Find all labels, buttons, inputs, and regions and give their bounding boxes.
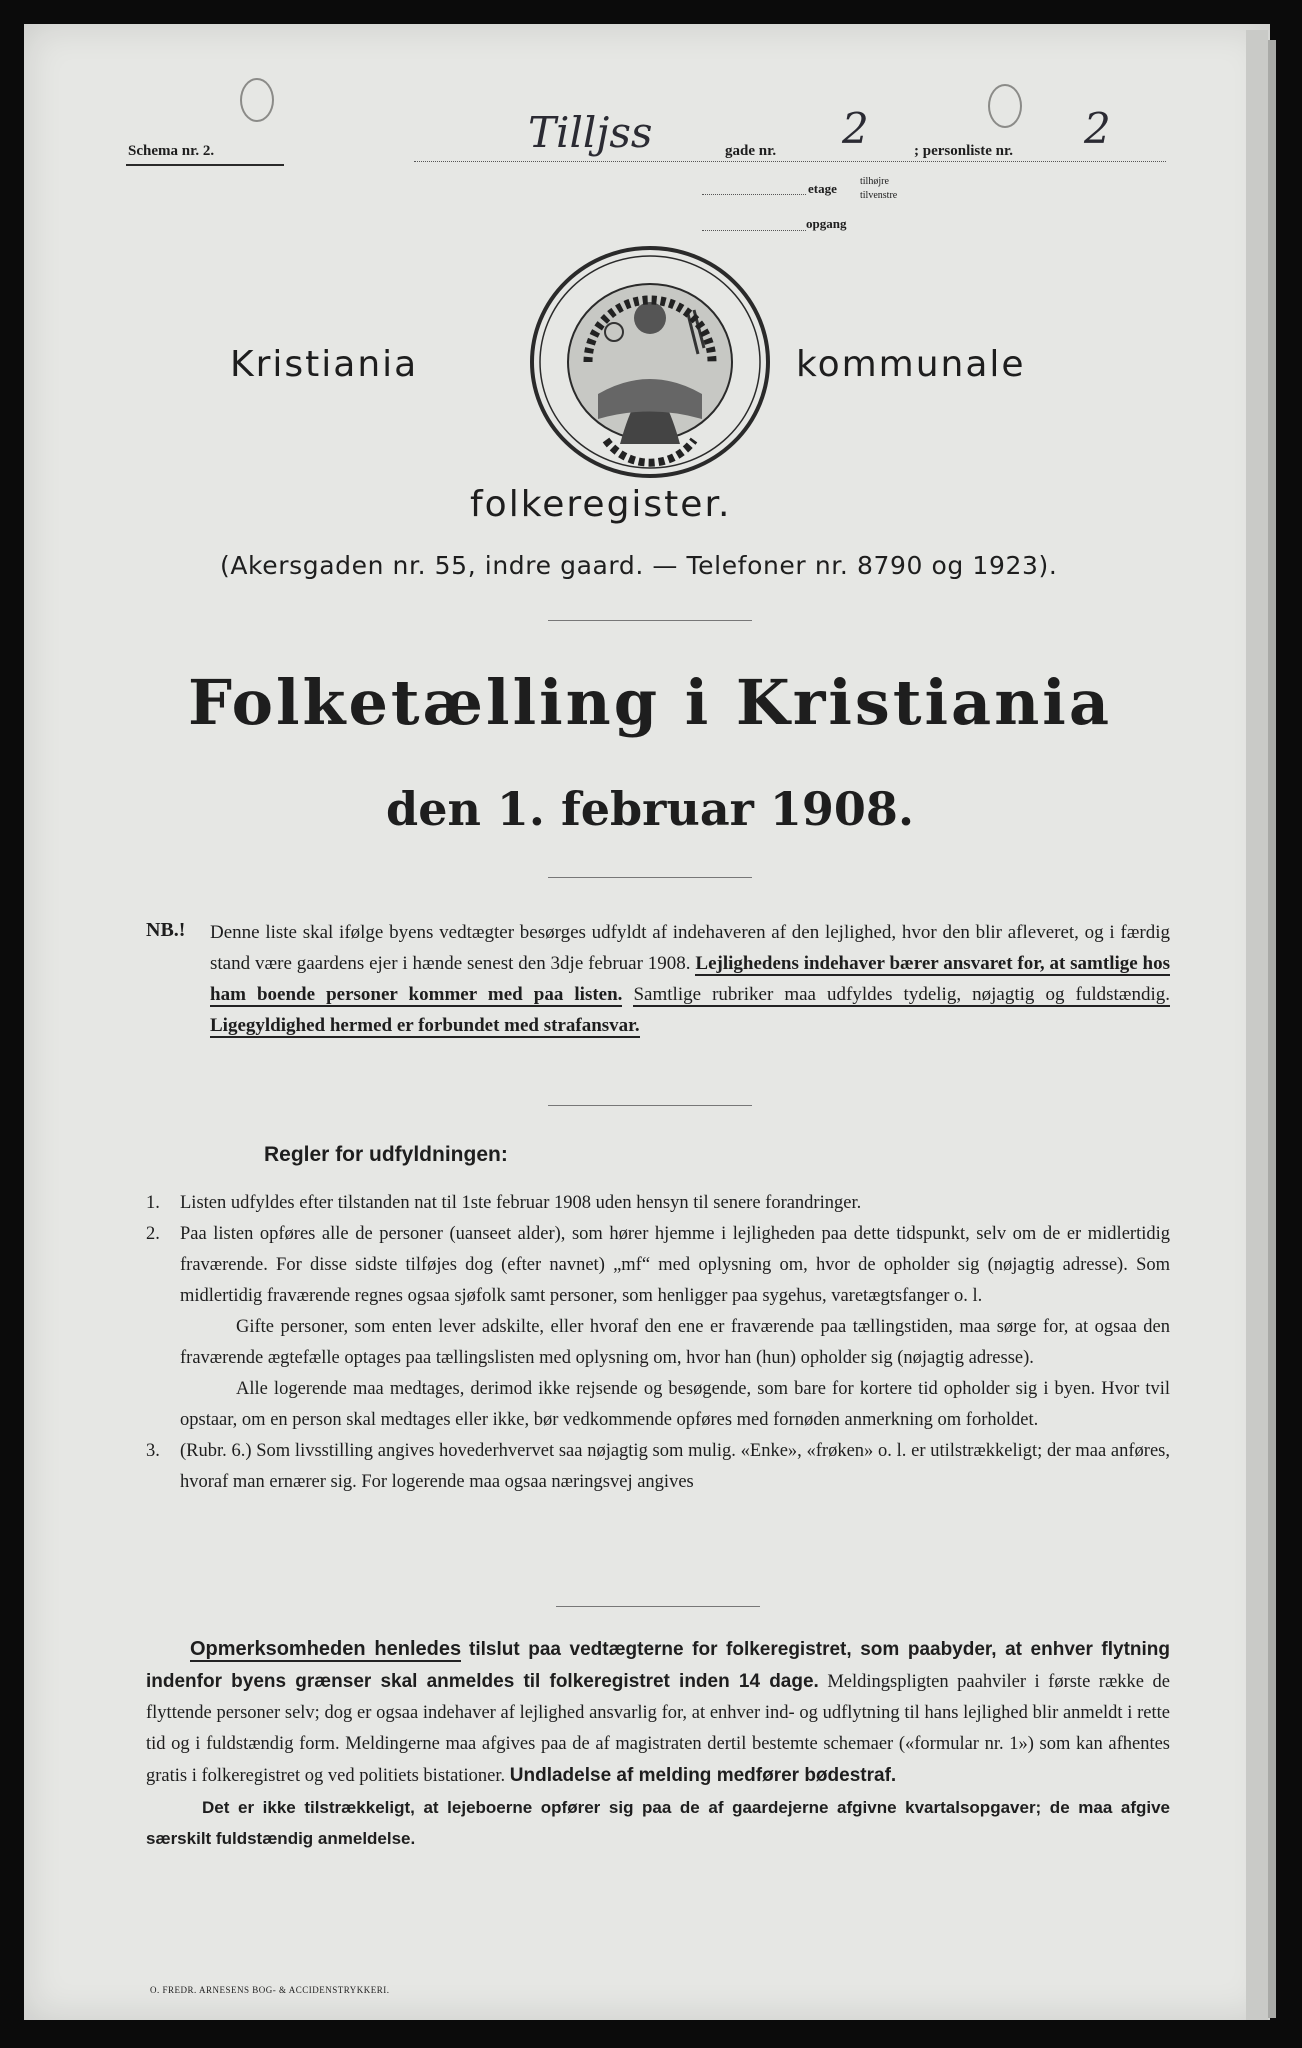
rules-list — [146, 1188, 1170, 1498]
personliste-label: ; personliste nr. — [914, 143, 1014, 159]
notice-text-3: Undladelse af melding medfører bødestraf. — [509, 1765, 897, 1786]
opgang-label: opgang — [806, 216, 847, 231]
tilhojre-label: tilhøjre — [860, 176, 889, 187]
gade-label: gade nr. — [725, 143, 777, 159]
masthead-subtitle: folkeregister. — [470, 484, 732, 525]
nb-paragraph — [210, 917, 1170, 1041]
rule-2 — [146, 1219, 1170, 1436]
rules-heading: Regler for udfyldningen: — [264, 1143, 508, 1166]
punch-hole-left — [240, 78, 274, 122]
rule-2-gifte: Gifte personer, som enten lever adskilte, eller hvoraf den ene er fraværende paa tællingstiden, maa sørge for, at ogsaa den fraværende ægtefælle optages paa tællingslisten med oplysning om, hvor han (hun) opholder sig (nøjagtig adresse). — [180, 1317, 1170, 1368]
rule-text — [180, 1219, 1170, 1436]
divider — [548, 620, 752, 621]
census-date: den 1. februar 1908. — [386, 782, 914, 836]
notice-lead: Opmerksomheden henledes — [190, 1638, 462, 1660]
rule-number: 1. — [146, 1193, 160, 1213]
rule-number: 3. — [146, 1441, 160, 1461]
page-edge-shadow — [1268, 40, 1276, 2018]
printer-imprint: O. FREDR. ARNESENS BOG- & ACCIDENSTRYKKERI. — [150, 1985, 390, 1995]
divider — [556, 1606, 760, 1607]
schema-underline — [126, 164, 284, 166]
rule-text: Listen udfyldes efter tilstanden nat til 1ste februar 1908 uden hensyn til senere forandringer. — [180, 1193, 862, 1213]
divider — [548, 877, 752, 878]
nb-text-4: Ligegyldighed hermed er forbundet med strafansvar. — [210, 1015, 640, 1036]
schema-label: Schema nr. 2. — [128, 143, 215, 159]
rule-1 — [146, 1188, 1170, 1219]
nb-text-1: Denne liste skal ifølge byens vedtægter besørges udfyldt af indehaveren af den lejlighed, hvor den blir afleveret, og i færdig stand være gaardens ejer i hænde senest den 3dje februar 1908. — [210, 922, 1170, 974]
notice-text-1: tilslut paa vedtægterne for folkeregistret, som paabyder, at enhver flytning indenfor byens grænser skal anmeldes til folkeregistret inden 14 dage. — [146, 1639, 1170, 1692]
notice-text-4: Det er ikke tilstrækkeligt, at lejeboerne opfører sig paa de af gaardejerne afgivne kvartalsopgaver; de maa afgive særskilt fuldstændig anmeldelse. — [146, 1798, 1170, 1848]
page-edge — [1246, 30, 1268, 2020]
nb-text-3-lead — [633, 984, 1170, 1007]
etage-label: etage — [808, 181, 837, 196]
rule-text: (Rubr. 6.) Som livsstilling angives hovederhvervet saa nøjagtig som mulig. «Enke», «frøken» o. l. er utilstrækkeligt; der maa anføres, hvoraf man ernærer sig. For logerende maa ogsaa næringsvej angives — [180, 1441, 1170, 1492]
personliste-value: 2 — [1084, 104, 1111, 153]
rule-2-text: Paa listen opføres alle de personer (uanseet alder), som hører hjemme i lejligheden paa dette tidspunkt, selv om de er midlertidig fraværende. For disse sidste tilføjes dog (efter navnet) „mf“ med oplysning om, hvor de opholder sig (nøjagtig adresse). Som midlertidig fraværende regnes ogsaa sjøfolk samt personer, som henligger paa sygehus, varetægtsfanger o. l. — [180, 1224, 1170, 1306]
punch-hole-right — [988, 84, 1022, 128]
rule-2-logerende: Alle logerende maa medtages, derimod ikke rejsende og besøgende, som bare for kortere tid opholder sig i byen. Hvor tvil opstaar, om en person skal medtages eller ikke, bør vedkommende opføres med fornøden anmerkning om forholdet. — [180, 1379, 1170, 1430]
gade-value: 2 — [842, 104, 869, 153]
notice-paragraph — [146, 1634, 1170, 1854]
nb-text-2: Lejlighedens indehaver bærer ansvaret for, at samtlige hos ham boende personer kommer med paa listen. — [210, 953, 1171, 1005]
masthead-left: Kristiania — [230, 344, 419, 385]
rule-number: 2. — [146, 1224, 160, 1244]
opgang-line — [702, 230, 806, 231]
nb-text-3: Samtlige rubriker maa udfyldes tydelig, nøjagtig og fuldstændig. — [633, 984, 1171, 1005]
nb-label: NB.! — [146, 919, 186, 941]
street-handwritten: Tilljss — [528, 108, 653, 157]
notice-text-2: Meldingspligten paahviler i første række de flyttende personer selv; dog er ogsaa indehaver af lejlighed ansvarlig for, at enhver ind- og udflytning til hans lejlighed blir anmeldt i rette tid og i fuldstændig form. Meldingerne maa afgives paa de af magistraten dertil bestemte schemaer («formular nr. 1») som kan afhentes gratis i folkeregistret og ved politiets bistationer. — [146, 1672, 1170, 1786]
page-title: Folketælling i Kristiania — [187, 666, 1113, 739]
divider — [548, 1105, 752, 1106]
masthead-right: kommunale — [796, 344, 1026, 385]
kristiania-seal — [528, 244, 772, 480]
tilvenstre-label: tilvenstre — [860, 190, 898, 201]
masthead-address: (Akersgaden nr. 55, indre gaard. — Telefoner nr. 8790 og 1923). — [220, 551, 1058, 580]
etage-line — [702, 194, 806, 195]
rule-3 — [146, 1436, 1170, 1498]
address-line — [414, 161, 1166, 162]
